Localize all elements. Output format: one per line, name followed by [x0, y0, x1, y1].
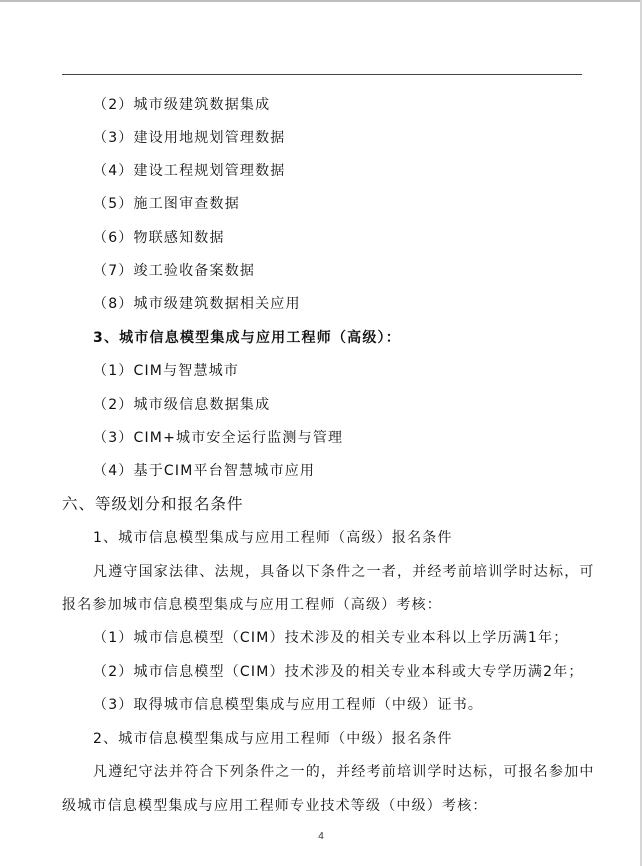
- list-item-project-planning-data: （4）建设工程规划管理数据: [93, 163, 286, 179]
- paragraph-intermediate-intro-line-2: 级城市信息模型集成与应用工程师专业技术等级（中级）考核：: [62, 798, 488, 814]
- header-rule: [62, 74, 582, 75]
- requirement-item-associate: （2）城市信息模型（CIM）技术涉及的相关专业本科或大专学历满2年；: [93, 664, 584, 680]
- paragraph-senior-intro-line-2: 报名参加城市信息模型集成与应用工程师（高级）考核：: [62, 597, 442, 613]
- list-item-cim-platform-applications: （4）基于CIM平台智慧城市应用: [93, 463, 316, 479]
- list-item-cim-safety-monitoring: （3）CIM+城市安全运行监测与管理: [93, 430, 344, 446]
- list-item-city-building-applications: （8）城市级建筑数据相关应用: [93, 296, 301, 312]
- chapter-6-heading: 六、等级划分和报名条件: [62, 495, 244, 513]
- list-item-city-building-data-integration: （2）城市级建筑数据集成: [93, 97, 271, 113]
- list-item-iot-sensing-data: （6）物联感知数据: [93, 230, 225, 246]
- subsection-intermediate-requirements-heading: 2、城市信息模型集成与应用工程师（中级）报名条件: [93, 731, 453, 747]
- list-item-cim-smart-city: （1）CIM与智慧城市: [93, 363, 240, 379]
- requirement-item-intermediate-cert: （3）取得城市信息模型集成与应用工程师（中级）证书。: [93, 697, 484, 713]
- scan-edge-top: [0, 0, 642, 2]
- list-item-city-info-data-integration: （2）城市级信息数据集成: [93, 397, 271, 413]
- section-senior-engineer-heading: 3、城市信息模型集成与应用工程师（高级）：: [93, 330, 401, 346]
- requirement-item-bachelor: （1）城市信息模型（CIM）技术涉及的相关专业本科以上学历满1年；: [93, 630, 569, 646]
- subsection-senior-requirements-heading: 1、城市信息模型集成与应用工程师（高级）报名条件: [93, 530, 453, 546]
- page-number: 4: [318, 831, 324, 842]
- list-item-completion-acceptance-data: （7）竣工验收备案数据: [93, 263, 256, 279]
- list-item-drawing-review-data: （5）施工图审查数据: [93, 196, 240, 212]
- list-item-land-planning-data: （3）建设用地规划管理数据: [93, 130, 286, 146]
- paragraph-senior-intro-line-1: 凡遵守国家法律、法规，具备以下条件之一者，并经考前培训学时达标，可: [93, 564, 595, 580]
- paragraph-intermediate-intro-line-1: 凡遵纪守法并符合下列条件之一的，并经考前培训学时达标，可报名参加中: [93, 764, 595, 780]
